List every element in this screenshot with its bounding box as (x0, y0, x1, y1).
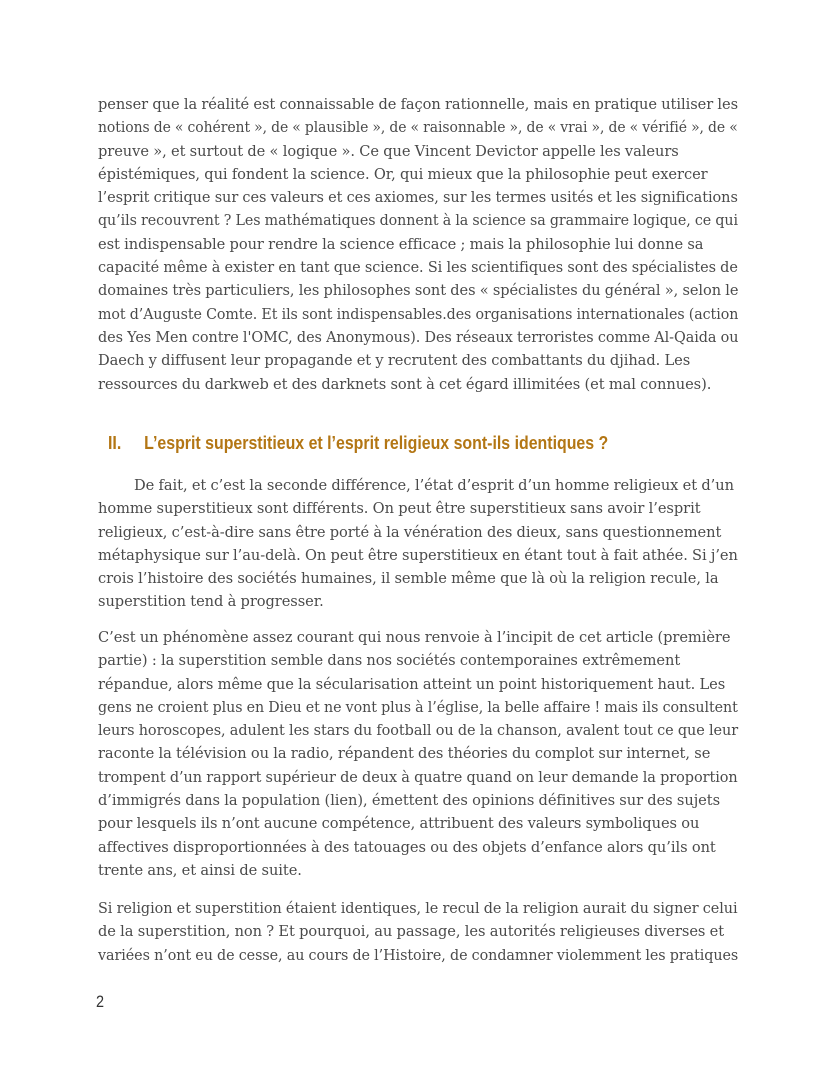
text-line: penser que la réalité est connaissable de façon rationnelle, mais en pratique utiliser les (98, 96, 739, 113)
text-line: de la superstition, non ? Et pourquoi, au passage, les autorités religieuses diverses et (98, 923, 725, 941)
paragraph-2 (98, 474, 738, 614)
text-line: d’immigrés dans la population (lien), émettent des opinions définitives sur des sujets (98, 792, 721, 810)
text-line: superstition tend à progresser. (98, 593, 324, 611)
text-line: qu’ils recouvrent ? Les mathématiques donnent à la science sa grammaire logique, ce qui (98, 212, 738, 230)
text-line: domaines très particuliers, les philosophes sont des « spécialistes du général », selon le (98, 282, 739, 300)
text-line: Daech y diffusent leur propagande et y recrutent des combattants du djihad. Les (98, 352, 691, 370)
section-heading (108, 430, 608, 456)
text-line: épistémiques, qui fondent la science. Or, qui mieux que la philosophie peut exercer (98, 165, 708, 183)
text-line: partie) : la superstition semble dans nos sociétés contemporaines extrêmement (98, 652, 681, 670)
text-line: affectives disproportionnées à des tatouages ou des objets d’enfance alors qu’ils ont (98, 838, 716, 856)
paragraph-3 (98, 626, 738, 882)
text-line: leurs horoscopes, adulent les stars du football ou de la chanson, avalent tout ce que leur (98, 722, 739, 740)
section-number: II. (108, 432, 122, 453)
text-line: répandue, alors même que la sécularisation atteint un point historiquement haut. Les (98, 675, 726, 693)
text-line: Si religion et superstition étaient identiques, le recul de la religion aurait du signer celui (98, 900, 738, 917)
text-line: variées n’ont eu de cesse, au cours de l’Histoire, de condamner violemment les pratiques (98, 946, 739, 964)
page-number: 2 (96, 992, 105, 1011)
text-line: preuve », et surtout de « logique ». Ce que Vincent Devictor appelle les valeurs (98, 142, 679, 160)
text-line: raconte la télévision ou la radio, répandent des théories du complot sur internet, se (98, 745, 711, 763)
text-line: C’est un phénomène assez courant qui nous renvoie à l’incipit de cet article (première (98, 629, 731, 646)
text-line: trente ans, et ainsi de suite. (98, 861, 302, 879)
text-line: des Yes Men contre l'OMC, des Anonymous). Des réseaux terroristes comme Al-Qaida ou (98, 328, 739, 346)
text-line: mot d’Auguste Comte. Et ils sont indispensables.des organisations internationales (action (98, 305, 739, 323)
text-line: capacité même à exister en tant que science. Si les scientifiques sont des spécialistes de (98, 259, 738, 277)
section-title: L’esprit superstitieux et l’esprit religieux sont-ils identiques ? (144, 432, 609, 453)
text-line: gens ne croient plus en Dieu et ne vont plus à l’église, la belle affaire ! mais ils consultent (98, 698, 738, 716)
text-line: pour lesquels ils n’ont aucune compétence, attribuent des valeurs symboliques ou (98, 815, 700, 833)
text-line: ressources du darkweb et des darknets sont à cet égard illimitées (et mal connues). (98, 375, 712, 393)
text-line: homme superstitieux sont différents. On peut être superstitieux sans avoir l’esprit (98, 500, 701, 518)
text-line: notions de « cohérent », de « plausible », de « raisonnable », de « vrai », de « vérifié », de « (98, 119, 738, 137)
text-line: trompent d’un rapport supérieur de deux à quatre quand on leur demande la proportion (98, 768, 738, 786)
text-line: religieux, c’est-à-dire sans être porté à la vénération des dieux, sans questionnement (98, 523, 722, 541)
text-line: l’esprit critique sur ces valeurs et ces axiomes, sur les termes usités et les significations (98, 189, 738, 207)
paragraph-1 (98, 93, 738, 396)
text-line: De fait, et c’est la seconde différence, l’état d’esprit d’un homme religieux et d’un (134, 477, 734, 494)
text-line: métaphysique sur l’au-delà. On peut être superstitieux en étant tout à fait athée. Si j’en (98, 546, 738, 564)
text-line: est indispensable pour rendre la science efficace ; mais la philosophie lui donne sa (98, 235, 704, 253)
paragraph-4 (98, 897, 738, 967)
text-line: crois l’histoire des sociétés humaines, il semble même que là où la religion recule, la (98, 570, 719, 588)
